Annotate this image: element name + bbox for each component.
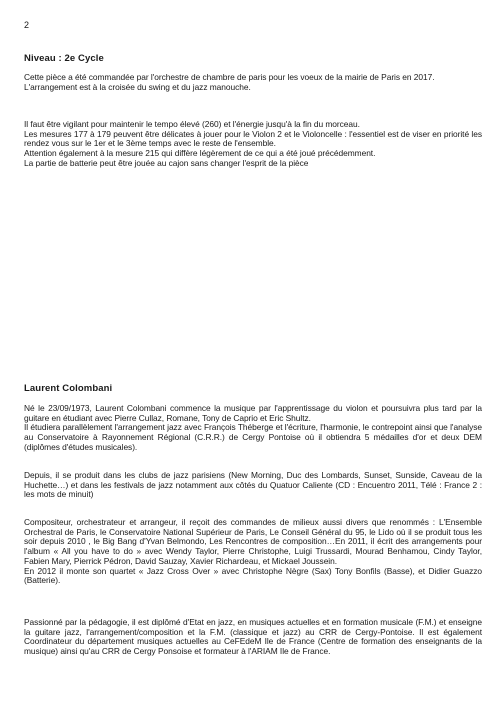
paragraph-bio-4 — [24, 618, 482, 657]
section-title-niveau: Niveau : 2e Cycle — [24, 53, 104, 64]
paragraph-bio-1 — [24, 404, 482, 453]
text-line: Attention également à la mesure 215 qui diffère légèrement de ce qui a été joué précédemment. — [24, 148, 376, 159]
paragraph-bio-2 — [24, 471, 482, 500]
text-line: L'arrangement est à la croisée du swing et du jazz manouche. — [24, 81, 251, 92]
paragraph-bio-3 — [24, 518, 482, 586]
text-line: La partie de batterie peut être jouée au cajon sans changer l'esprit de la pièce — [24, 157, 309, 168]
text-line: Cette pièce a été commandée par l'orchestre de chambre de paris pour les voeux de la mairie de Paris en 2017. — [24, 72, 435, 82]
paragraph-performance-notes — [24, 120, 482, 169]
text-line: Passionné par la pédagogie, il est diplômé d'Etat en jazz, en musiques actuelles et en formation musicale (F.M.) et enseigne la guitare jazz, l'arrangement/composition et la F.M. (classique et jazz) au CRR de Cergy-Pontoise. Il est également Coordinateur du département musiques actuelles au CeFEdeM Ile de France (Centre de formation des enseignants de la musique) ainsi qu'au CRR de Cergy Ponsoise et formateur à l'ARIAM Ile de France. — [24, 617, 482, 657]
page-number: 2 — [24, 20, 30, 30]
text-line: En 2012 il monte son quartet « Jazz Cross Over » avec Christophe Nègre (Sax) Tony Bonfils (Basse), et Didier Guazzo (Batterie). — [24, 565, 482, 586]
text-line: Les mesures 177 à 179 peuvent être délicates à jouer pour le Violon 2 et le Violoncelle : l'essentiel est de viser en priorité les rendez vous sur le 1er et le 3ème temps avec le reste de l'ensemble. — [24, 128, 482, 149]
section-title-biography: Laurent Colombani — [24, 383, 113, 394]
text-line: Il faut être vigilant pour maintenir le tempo élevé (260) et l'énergie jusqu'à la fin du morceau. — [24, 119, 360, 129]
paragraph-intro — [24, 73, 482, 92]
text-line: Il étudiera parallèlement l'arrangement jazz avec François Théberge et l'écriture, l'harmonie, le contrepoint ainsi que l'analyse au Conservatoire à Rayonnement Régional (C.R.R.) de Cergy Pontoise où il obtiendra 5 médailles d'or et deux DEM (diplômes d'études musicales). — [24, 422, 482, 452]
text-line: Compositeur, orchestrateur et arrangeur, il reçoit des commandes de milieux aussi divers que renommés : L'Ensemble Orchestral de Paris, le Conservatoire National Supérieur de Paris, Le Conseil Général du 95, le Lido où il se produit tous les soir depuis 2010 , le Big Bang d'Yvan Belmondo, Les Rencontres de composition…En 2011, il écrit des arrangements pour l'album « All you have to do » avec Wendy Taylor, Pierre Christophe, Luigi Trussardi, Mourad Benhamou, Cindy Taylor, Fabien Mary, Pierrick Pédron, David Sauzay, Xavier Richardeau, et Mickael Joussein. — [24, 517, 482, 566]
text-line: Né le 23/09/1973, Laurent Colombani commence la musique par l'apprentissage du violon et poursuivra plus tard par la guitare en étudiant avec Pierre Cullaz, Romane, Tony de Caprio et Eric Shultz. — [24, 403, 482, 423]
text-line: Depuis, il se produit dans les clubs de jazz parisiens (New Morning, Duc des Lombards, Sunset, Sunside, Caveau de la Huchette…) et dans les festivals de jazz notamment aux côtés du Quatuor Caliente (CD : Encuentro 2011, Télé : France 2 : les mots de minuit) — [24, 470, 482, 500]
